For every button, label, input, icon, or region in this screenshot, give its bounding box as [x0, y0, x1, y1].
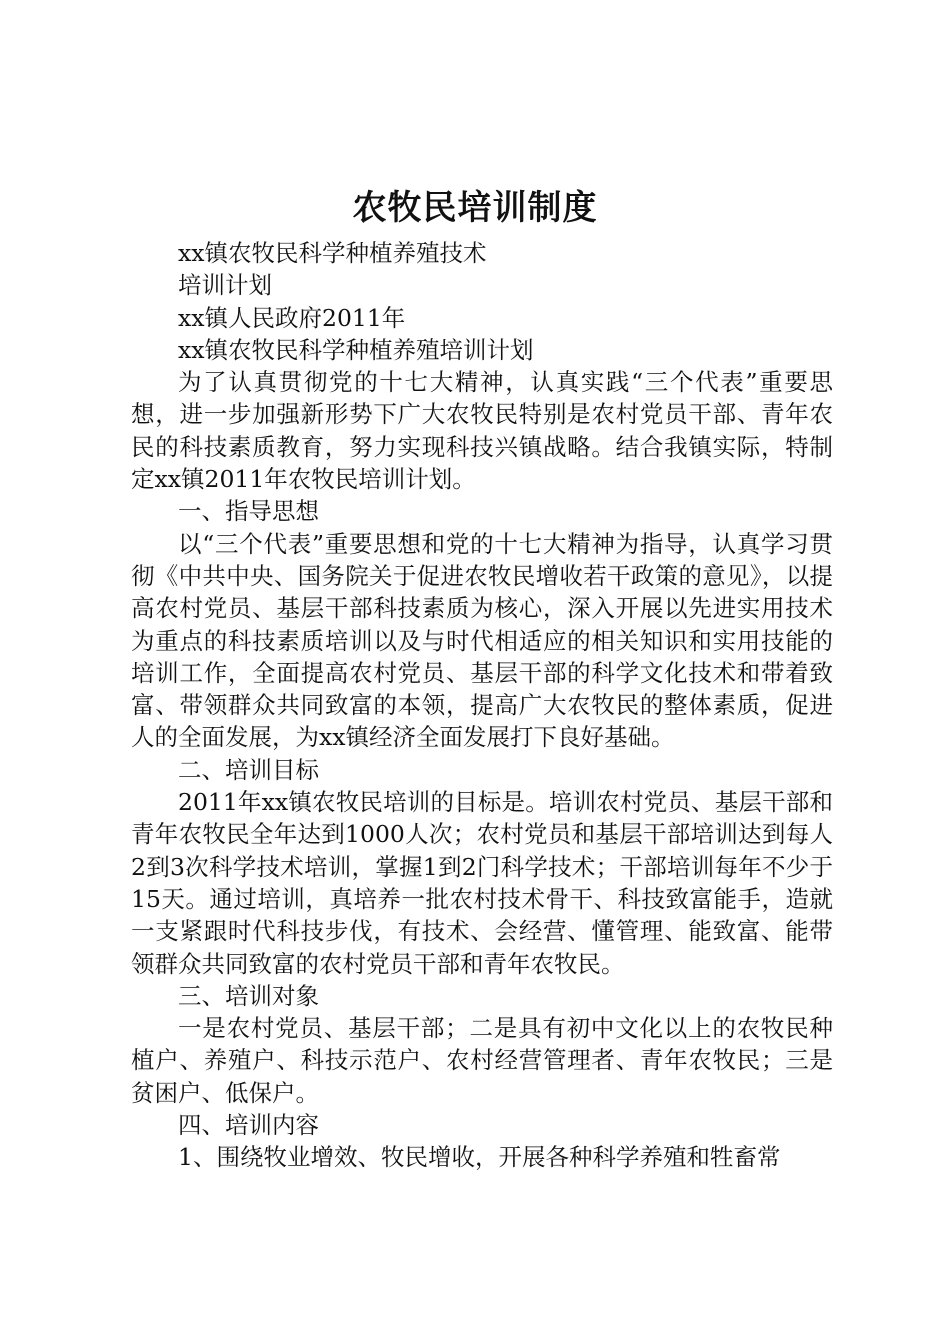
section-heading: 四、培训内容 — [178, 1111, 319, 1140]
issuer-line: xx镇人民政府2011年 — [178, 303, 406, 332]
section-heading: 二、培训目标 — [178, 755, 319, 784]
subtitle-line: xx镇农牧民科学种植养殖技术 — [178, 239, 487, 267]
section-heading: 三、培训对象 — [178, 981, 319, 1010]
body-paragraph: 2011年xx镇农牧民培训的目标是。培训农村党员、基层干部和青年农牧民全年达到1000人次；农村党员和基层干部培训达到每人2到3次科学技术培训，掌握1到2门科学技术；干部培训每年不少于15天。通过培训，真培养一批农村技术骨干、科技致富能手，造就一支紧跟时代科技步伐，有技术、会经营、懂管理、能致富、能带领群众共同致富的农村党员干部和青年农牧民。 — [131, 788, 833, 978]
body-paragraph: 一是农村党员、基层干部；二是具有初中文化以上的农牧民种植户、养殖户、科技示范户、农村经营管理者、青年农牧民；三是贫困户、低保户。 — [131, 1014, 833, 1107]
intro-paragraph: 为了认真贯彻党的十七大精神，认真实践“三个代表”重要思想，进一步加强新形势下广大农牧民特别是农村党员干部、青年农民的科技素质教育，努力实现科技兴镇战略。结合我镇实际，特制定xx镇2011年农牧民培训计划。 — [131, 368, 833, 494]
document-body — [131, 237, 833, 1174]
plan-heading: xx镇农牧民科学种植养殖培训计划 — [178, 335, 534, 364]
subtitle-line: 培训计划 — [178, 271, 272, 300]
body-paragraph: 1、围绕牧业增效、牧民增收，开展各种科学养殖和牲畜常 — [178, 1143, 781, 1172]
section-heading: 一、指导思想 — [178, 497, 319, 526]
body-paragraph: 以“三个代表”重要思想和党的十七大精神为指导，认真学习贯彻《中共中央、国务院关于促进农牧民增收若干政策的意见》，以提高农村党员、基层干部科技素质为核心，深入开展以先进实用技术为重点的科技素质培训以及与时代相适应的相关知识和实用技能的培训工作，全面提高农村党员、基层干部的科学文化技术和带着致富、带领群众共同致富的本领，提高广大农牧民的整体素质，促进人的全面发展，为xx镇经济全面发展打下良好基础。 — [131, 529, 833, 752]
document-title: 农牧民培训制度 — [352, 188, 598, 228]
